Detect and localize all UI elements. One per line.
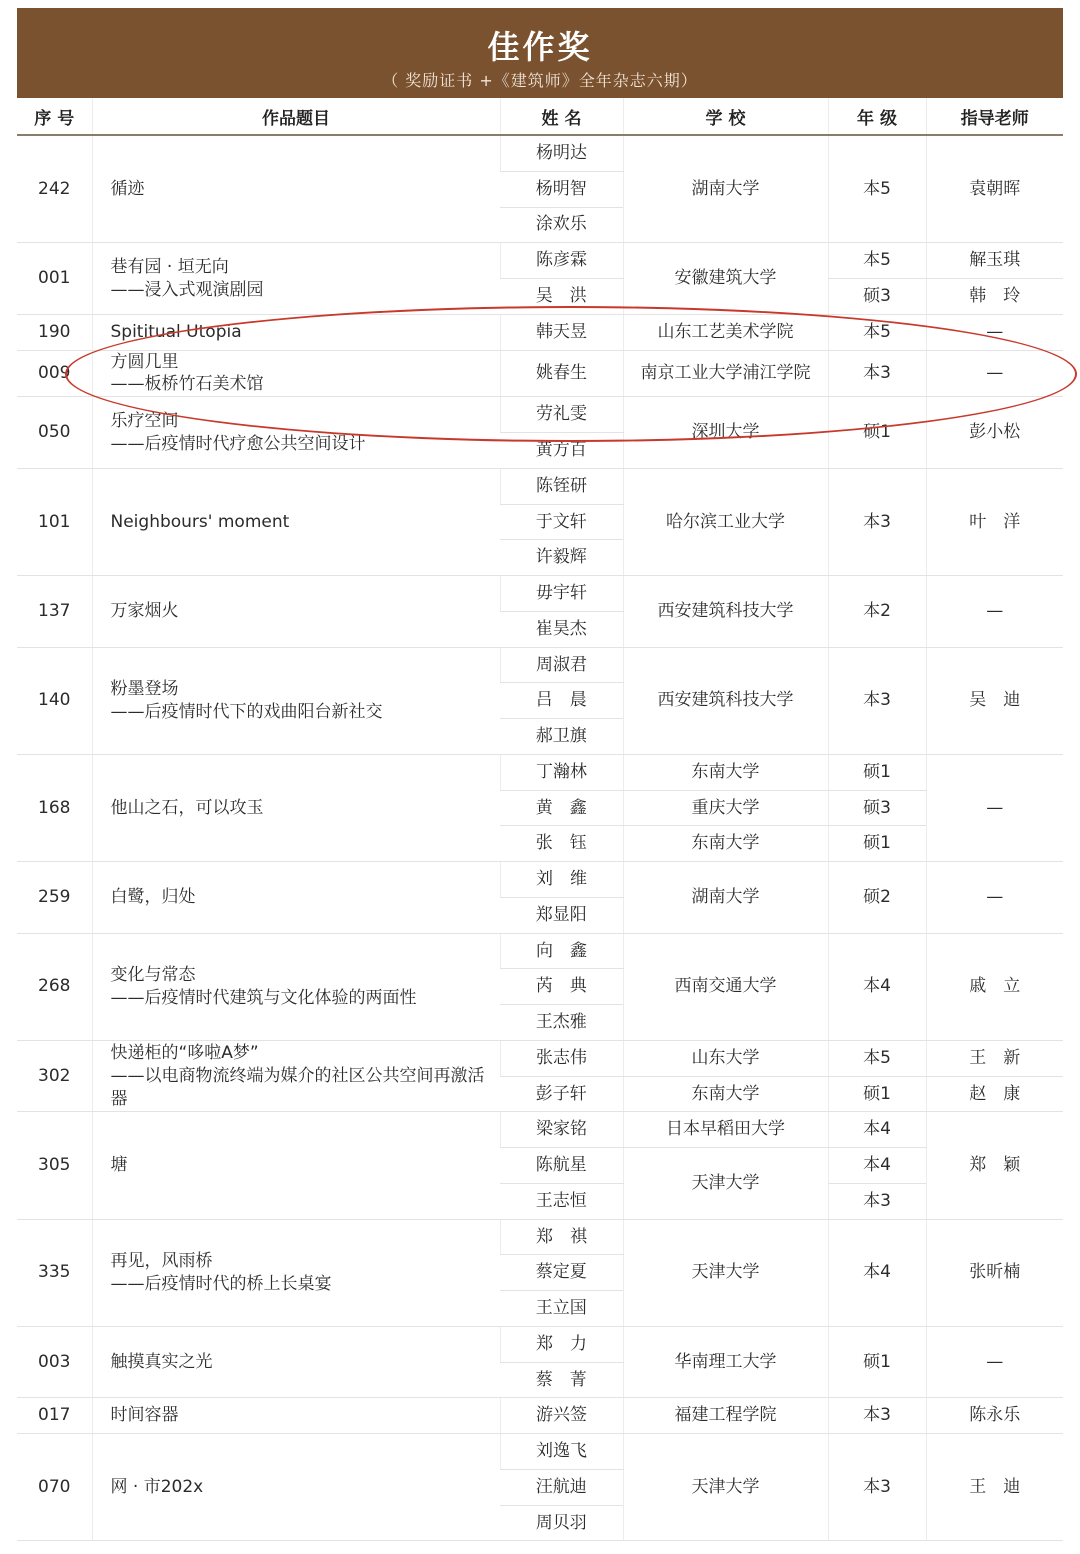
student-name: 于文轩 [500, 504, 623, 540]
entry-number: 242 [17, 135, 92, 243]
entry-number: 017 [17, 1398, 92, 1434]
student-name: 陈铚研 [500, 468, 623, 504]
grade-level: 硕1 [828, 1326, 926, 1398]
entry-title [92, 350, 500, 397]
table-row [17, 933, 1063, 969]
entry-title-subtitle: ——后疫情时代的桥上长桌宴 [110, 1273, 332, 1294]
entry-number: 070 [17, 1434, 92, 1541]
school-name: 山东大学 [623, 1040, 828, 1076]
school-name: 天津大学 [623, 1219, 828, 1326]
school-name: 哈尔滨工业大学 [623, 468, 828, 575]
student-name: 张志伟 [500, 1040, 623, 1076]
table-row [17, 1040, 1063, 1076]
student-name: 吴 洪 [500, 279, 623, 315]
table-row [17, 862, 1063, 898]
grade-level: 本3 [828, 350, 926, 397]
mentor-name: 叶 洋 [926, 468, 1063, 575]
entry-title-main: 塘 [110, 1155, 128, 1176]
table-row [17, 1219, 1063, 1255]
school-name: 西安建筑科技大学 [623, 576, 828, 648]
school-name: 西南交通大学 [623, 933, 828, 1040]
school-name: 湖南大学 [623, 135, 828, 243]
entry-number: 050 [17, 397, 92, 469]
school-name: 南京工业大学浦江学院 [623, 350, 828, 397]
table-row [17, 135, 1063, 171]
student-name: 芮 典 [500, 969, 623, 1005]
entry-title-main: 时间容器 [110, 1405, 179, 1426]
grade-level: 硕3 [828, 790, 926, 826]
school-name: 东南大学 [623, 1076, 828, 1112]
col-header-mentor: 指导老师 [926, 98, 1063, 135]
student-name: 毋宇轩 [500, 576, 623, 612]
table-row [17, 1434, 1063, 1470]
table-header-row [17, 98, 1063, 135]
school-name: 天津大学 [623, 1434, 828, 1541]
entry-title-main: 万家烟火 [110, 600, 179, 621]
entry-number: 302 [17, 1040, 92, 1112]
grade-level: 本3 [828, 1398, 926, 1434]
entry-title [92, 576, 500, 648]
entry-title-main: 白鹭，归处 [110, 886, 196, 907]
mentor-name: 陈永乐 [926, 1398, 1063, 1434]
entry-title [92, 468, 500, 575]
mentor-name: 郑 颖 [926, 1112, 1063, 1219]
entry-title-main: Spititual Utopia [110, 321, 242, 342]
grade-level: 本3 [828, 468, 926, 575]
student-name: 杨明智 [500, 171, 623, 207]
mentor-name: — [926, 754, 1063, 861]
entry-number: 168 [17, 754, 92, 861]
school-name: 西安建筑科技大学 [623, 647, 828, 754]
student-name: 吕 晨 [500, 683, 623, 719]
school-name: 日本早稻田大学 [623, 1112, 828, 1148]
col-header-grade: 年 级 [828, 98, 926, 135]
student-name: 周淑君 [500, 647, 623, 683]
grade-level: 本3 [828, 1434, 926, 1541]
grade-level: 硕2 [828, 862, 926, 934]
school-name: 福建工程学院 [623, 1398, 828, 1434]
student-name: 蔡定夏 [500, 1255, 623, 1291]
grade-level: 硕1 [828, 397, 926, 469]
grade-level: 本4 [828, 1112, 926, 1148]
entry-number: 259 [17, 862, 92, 934]
table-row [17, 1326, 1063, 1362]
table-row [17, 576, 1063, 612]
entry-title [92, 1040, 500, 1112]
student-name: 郑 力 [500, 1326, 623, 1362]
entry-title-main: 循迹 [110, 178, 145, 199]
school-name: 安徽建筑大学 [623, 243, 828, 315]
grade-level: 本3 [828, 647, 926, 754]
table-body [17, 135, 1063, 1541]
table-row [17, 350, 1063, 397]
entry-title-main: 巷有园 · 垣无向 [110, 256, 229, 277]
mentor-name: 赵 康 [926, 1076, 1063, 1112]
student-name: 向 鑫 [500, 933, 623, 969]
mentor-name: — [926, 862, 1063, 934]
winners-table [17, 98, 1063, 1541]
entry-title-main: 他山之石，可以攻玉 [110, 797, 264, 818]
student-name: 陈航星 [500, 1148, 623, 1184]
entry-title [92, 135, 500, 243]
school-name: 山东工艺美术学院 [623, 314, 828, 350]
entry-title [92, 754, 500, 861]
grade-level: 本5 [828, 243, 926, 279]
grade-level: 硕1 [828, 754, 926, 790]
student-name: 王杰雅 [500, 1005, 623, 1041]
student-name: 刘逸飞 [500, 1434, 623, 1470]
student-name: 丁瀚林 [500, 754, 623, 790]
student-name: 彭子轩 [500, 1076, 623, 1112]
grade-level: 本5 [828, 1040, 926, 1076]
entry-title-main: 粉墨登场 [110, 678, 179, 699]
entry-title [92, 314, 500, 350]
student-name: 黄方百 [500, 433, 623, 469]
grade-level: 本3 [828, 1183, 926, 1219]
col-header-title: 作品题目 [92, 98, 500, 135]
grade-level: 硕1 [828, 1076, 926, 1112]
col-header-name: 姓 名 [500, 98, 623, 135]
student-name: 崔昊杰 [500, 611, 623, 647]
school-name: 重庆大学 [623, 790, 828, 826]
entry-number: 001 [17, 243, 92, 315]
entry-title [92, 1326, 500, 1398]
entry-number: 268 [17, 933, 92, 1040]
entry-number: 003 [17, 1326, 92, 1398]
table-row [17, 314, 1063, 350]
mentor-name: 解玉琪 [926, 243, 1063, 279]
table-row [17, 397, 1063, 433]
mentor-name: — [926, 350, 1063, 397]
student-name: 姚春生 [500, 350, 623, 397]
entry-title [92, 1434, 500, 1541]
table-row [17, 468, 1063, 504]
entry-title [92, 933, 500, 1040]
student-name: 蔡 菁 [500, 1362, 623, 1398]
student-name: 梁家铭 [500, 1112, 623, 1148]
student-name: 郑显阳 [500, 897, 623, 933]
award-sheet [17, 0, 1063, 1554]
entry-number: 305 [17, 1112, 92, 1219]
entry-title [92, 1112, 500, 1219]
entry-title-subtitle: ——浸入式观演剧园 [110, 279, 264, 300]
mentor-name: 袁朝晖 [926, 135, 1063, 243]
student-name: 王立国 [500, 1291, 623, 1327]
entry-title-subtitle: ——以电商物流终端为媒介的社区公共空间再激活器 [110, 1065, 485, 1109]
entry-number: 335 [17, 1219, 92, 1326]
entry-number: 137 [17, 576, 92, 648]
entry-title-main: 方圆几里 [110, 351, 179, 372]
student-name: 刘 维 [500, 862, 623, 898]
student-name: 许毅辉 [500, 540, 623, 576]
student-name: 周贝羽 [500, 1505, 623, 1541]
school-name: 华南理工大学 [623, 1326, 828, 1398]
grade-level: 本4 [828, 1219, 926, 1326]
school-name: 深圳大学 [623, 397, 828, 469]
student-name: 韩天昱 [500, 314, 623, 350]
entry-title-main: 再见，风雨桥 [110, 1250, 213, 1271]
student-name: 劳礼雯 [500, 397, 623, 433]
student-name: 郝卫旗 [500, 719, 623, 755]
student-name: 杨明达 [500, 135, 623, 171]
school-name: 东南大学 [623, 754, 828, 790]
student-name: 汪航迪 [500, 1469, 623, 1505]
student-name: 王志恒 [500, 1183, 623, 1219]
entry-title-subtitle: ——后疫情时代建筑与文化体验的两面性 [110, 987, 417, 1008]
entry-title-main: 乐疗空间 [110, 410, 179, 431]
mentor-name: 王 迪 [926, 1434, 1063, 1541]
mentor-name: — [926, 1326, 1063, 1398]
mentor-name: 吴 迪 [926, 647, 1063, 754]
table-row [17, 243, 1063, 279]
award-subtitle: （ 奖励证书 +《建筑师》全年杂志六期） [382, 71, 698, 90]
entry-title [92, 862, 500, 934]
entry-title [92, 647, 500, 754]
student-name: 陈彦霖 [500, 243, 623, 279]
grade-level: 本5 [828, 314, 926, 350]
school-name: 天津大学 [623, 1148, 828, 1220]
entry-number: 009 [17, 350, 92, 397]
student-name: 涂欢乐 [500, 207, 623, 243]
entry-title-main: 触摸真实之光 [110, 1351, 213, 1372]
grade-level: 本5 [828, 135, 926, 243]
award-title: 佳作奖 [487, 28, 593, 66]
table-row [17, 1398, 1063, 1434]
entry-title-main: 网 · 市202x [110, 1476, 204, 1497]
grade-level: 本4 [828, 933, 926, 1040]
entry-number: 140 [17, 647, 92, 754]
grade-level: 硕3 [828, 279, 926, 315]
entry-title-subtitle: ——板桥竹石美术馆 [110, 374, 264, 395]
grade-level: 本2 [828, 576, 926, 648]
student-name: 郑 祺 [500, 1219, 623, 1255]
school-name: 湖南大学 [623, 862, 828, 934]
entry-title-main: Neighbours' moment [110, 511, 290, 532]
mentor-name: 张昕楠 [926, 1219, 1063, 1326]
mentor-name: 韩 玲 [926, 279, 1063, 315]
table-row [17, 647, 1063, 683]
grade-level: 硕1 [828, 826, 926, 862]
award-header [17, 8, 1063, 98]
mentor-name: 戚 立 [926, 933, 1063, 1040]
entry-title [92, 397, 500, 469]
entry-title [92, 1398, 500, 1434]
mentor-name: 彭小松 [926, 397, 1063, 469]
table-row [17, 1112, 1063, 1148]
col-header-no: 序 号 [17, 98, 92, 135]
entry-title-subtitle: ——后疫情时代下的戏曲阳台新社交 [110, 701, 383, 722]
entry-number: 190 [17, 314, 92, 350]
col-header-school: 学 校 [623, 98, 828, 135]
entry-title-subtitle: ——后疫情时代疗愈公共空间设计 [110, 433, 366, 454]
student-name: 游兴签 [500, 1398, 623, 1434]
mentor-name: — [926, 314, 1063, 350]
entry-title-main: 变化与常态 [110, 964, 196, 985]
entry-title [92, 243, 500, 315]
school-name: 东南大学 [623, 826, 828, 862]
mentor-name: 王 新 [926, 1040, 1063, 1076]
mentor-name: — [926, 576, 1063, 648]
entry-title [92, 1219, 500, 1326]
table-row [17, 754, 1063, 790]
student-name: 黄 鑫 [500, 790, 623, 826]
entry-title-main: 快递柜的“哆啦A梦” [110, 1042, 259, 1063]
entry-number: 101 [17, 468, 92, 575]
student-name: 张 钰 [500, 826, 623, 862]
grade-level: 本4 [828, 1148, 926, 1184]
